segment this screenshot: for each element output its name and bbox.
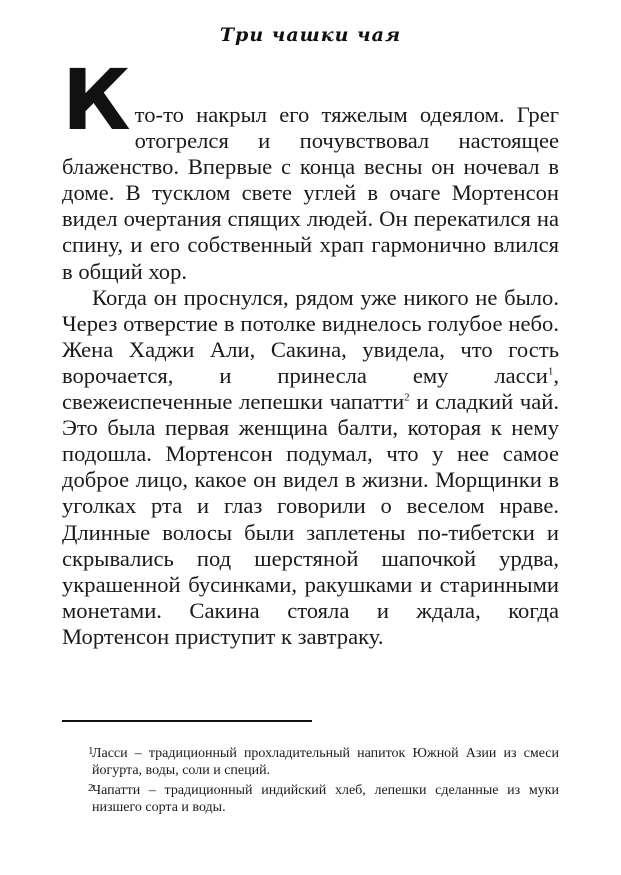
body-text <box>62 51 560 650</box>
footnote-text: Ласси – традиционный прохладительный напиток Южной Азии из смеси йогурта, воды, соли и специй. <box>92 746 559 778</box>
paragraph-2-text-a: Когда он проснулся, рядом уже никого не было. Через отверстие в потолке виднелось голубое небо. Жена Хаджи Али, Сакина, увидела, что гость ворочается, и принесла ему ласси <box>62 284 559 388</box>
paragraph-1-text: то-то накрыл его тяжелым одеялом. Грег отогрелся и почувствовал настоящее блаженство. Впервые с конца весны он ночевал в доме. В тусклом свете углей в очаге Мортенсон видел очертания спящих людей. Он перекатился на спину, и его собственный храп гармонично влился в общий хор. <box>62 102 559 284</box>
footnote-ref-1[interactable]: 1 <box>547 365 554 378</box>
footnote-1 <box>62 745 559 779</box>
running-head: Три чашки чая <box>219 24 402 46</box>
paragraph-1 <box>62 102 559 285</box>
footnotes <box>62 745 559 819</box>
paragraph-2 <box>62 285 559 650</box>
footnote-divider <box>62 720 312 722</box>
drop-cap: К <box>62 51 131 149</box>
footnote-ref-2[interactable]: 2 <box>404 391 410 404</box>
footnote-2 <box>62 782 559 816</box>
paragraph-2-text-b: , свежеиспеченные лепешки чапатти <box>62 362 559 415</box>
footnote-text: Чапатти – традиционный индийский хлеб, лепешки сделанные из муки низшего сорта и воды. <box>92 783 559 815</box>
paragraph-2-text-c: и сладкий чай. Это была первая женщина балти, которая к нему подошла. Мортенсон подумал, что у нее самое доброе лицо, какое он видел в жизни. Морщинки в уголках рта и глаз говорили о веселом нраве. Длинные волосы были заплетены по-тибетски и скрывались под шерстяной шапочкой урдва, украшенной бусинками, ракушками и старинными монетами. Сакина стояла и ждала, когда Мортенсон приступит к завтраку. <box>62 389 560 649</box>
footnote-number: 2 <box>88 782 94 794</box>
footnote-number: 1 <box>88 745 94 757</box>
